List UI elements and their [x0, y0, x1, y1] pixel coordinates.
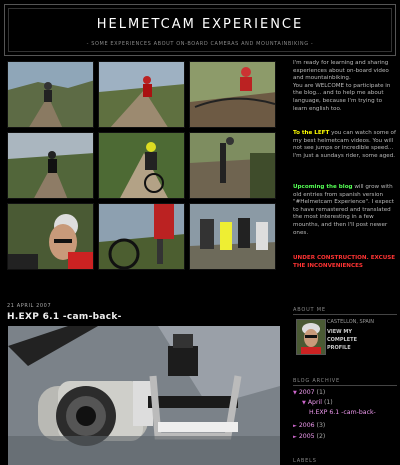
post-image[interactable] [8, 326, 280, 465]
intro-text [293, 60, 397, 113]
archive-post-label[interactable]: H.EXP 6.1 -cam-back- [309, 409, 376, 416]
upcoming-text: will grow with old entries from spanish version "#Helmetcam Experience". I expect to have remastered and translated the most interesting in a few mounths, and then I'll post newer ones. [293, 184, 394, 236]
view-profile-link[interactable]: VIEW MY COMPLETE PROFILE [327, 329, 357, 351]
blog-title[interactable]: HELMETCAM EXPERIENCE [96, 17, 304, 32]
expanded-triangle-icon[interactable]: ▼ [302, 400, 306, 406]
archive-post-link[interactable] [309, 409, 376, 416]
video-thumbnail[interactable] [98, 61, 185, 128]
left-text: you can watch some of my best helmetcam videos. You will not see jumps or incredible speed... I'm just a sundays rider, some aged. [293, 130, 396, 159]
video-thumbnail[interactable] [7, 203, 94, 270]
archive-year-2007[interactable] [293, 389, 325, 396]
post-title[interactable]: H.EXP 6.1 -cam-back- [7, 312, 122, 322]
video-thumbnail[interactable] [189, 61, 276, 128]
labels-heading: LABELS [293, 458, 317, 464]
blog-description: - SOME EXPERIENCES ABOUT ON-BOARD CAMERAS AND MOUNTAINBIKING - [86, 41, 314, 47]
video-thumbnail[interactable] [189, 203, 276, 270]
blog-archive-heading: BLOG ARCHIVE [293, 378, 340, 384]
expanded-triangle-icon[interactable]: ▼ [293, 390, 297, 396]
avatar[interactable] [296, 319, 326, 355]
intro-paragraph-1: I'm ready for learning and sharing experiences about on-board video and mountainbiking. [293, 60, 389, 82]
video-thumbnail[interactable] [98, 203, 185, 270]
archive-count: (1) [323, 399, 333, 406]
video-thumbnail[interactable] [7, 61, 94, 128]
intro-paragraph-2: You are WELCOME to participate in the blog... and to help me about language, because I'm trying to learn english too. [293, 82, 391, 112]
video-thumbnail[interactable] [7, 132, 94, 199]
profile-location: CASTELLON, SPAIN [327, 319, 375, 325]
collapsed-triangle-icon[interactable]: ► [293, 434, 297, 440]
archive-month-label[interactable]: April [307, 399, 322, 406]
upcoming-label: Upcoming the blog [293, 184, 353, 190]
video-thumbnail[interactable] [189, 132, 276, 199]
video-thumbnail[interactable] [98, 132, 185, 199]
construction-text: UNDER CONSTRUCTION. EXCUSE THE INCONVENIENCES [293, 255, 396, 269]
archive-year-label[interactable]: 2007 [298, 389, 315, 396]
left-label: To the LEFT [293, 130, 330, 136]
blog-header [4, 4, 396, 56]
archive-divider [293, 385, 397, 386]
archive-count: (3) [316, 422, 326, 429]
archive-year-2006[interactable] [293, 422, 325, 429]
archive-count: (2) [316, 433, 326, 440]
archive-count: (1) [316, 389, 326, 396]
post-date: 21 APRIL 2007 [7, 303, 52, 309]
about-me-heading: ABOUT ME [293, 307, 326, 313]
archive-month-april[interactable] [302, 399, 333, 406]
archive-year-2005[interactable] [293, 433, 325, 440]
intro-left-note [293, 130, 397, 160]
archive-year-label[interactable]: 2005 [298, 433, 315, 440]
about-me-divider [293, 314, 397, 315]
intro-upcoming-note [293, 184, 397, 237]
archive-year-label[interactable]: 2006 [298, 422, 315, 429]
video-player[interactable] [3, 57, 283, 330]
construction-notice [293, 255, 397, 270]
collapsed-triangle-icon[interactable]: ► [293, 423, 297, 429]
